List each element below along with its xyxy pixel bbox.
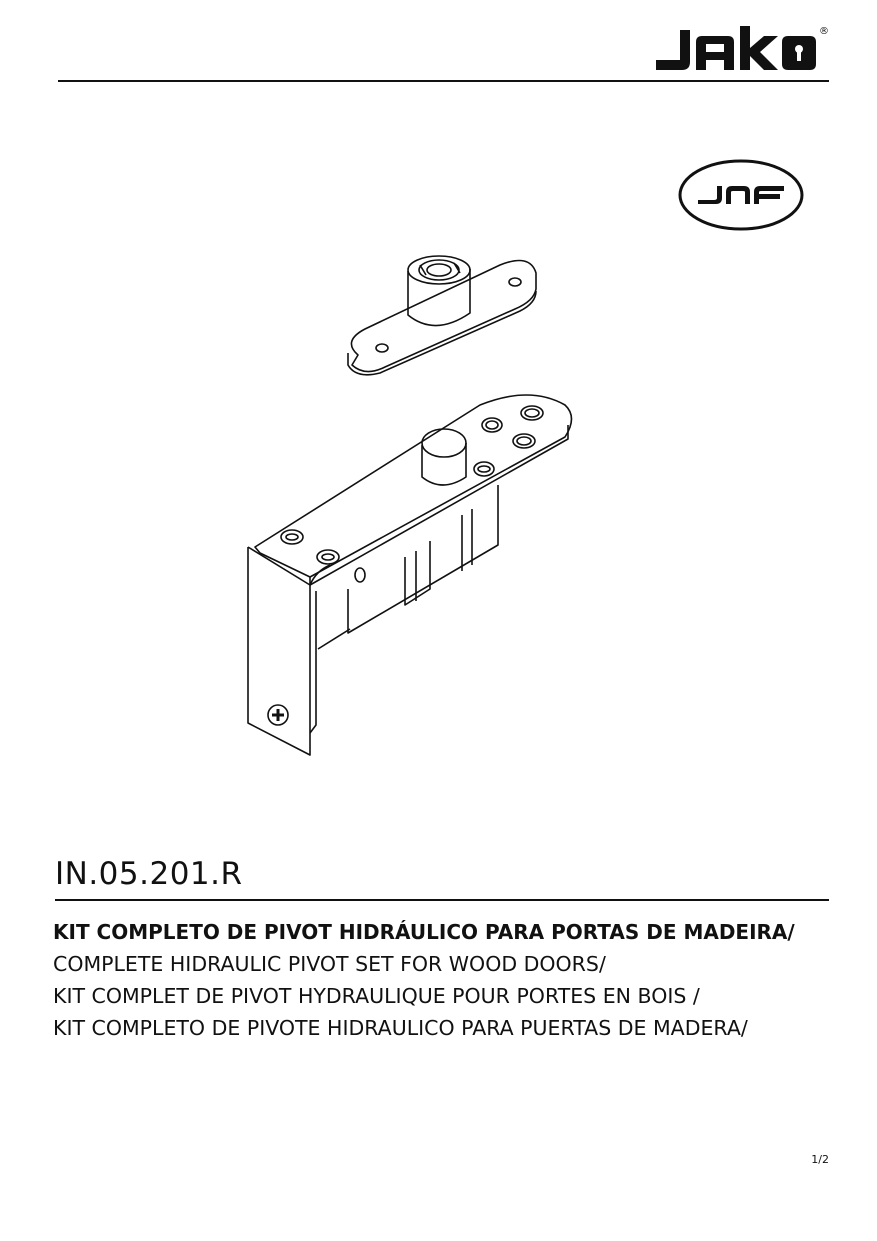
title-es: KIT COMPLETO DE PIVOTE HIDRAULICO PARA PUERTAS DE MADERA/ bbox=[53, 1016, 748, 1040]
top-pivot-plate bbox=[348, 256, 536, 375]
product-code: IN.05.201.R bbox=[55, 856, 243, 892]
product-code-rule bbox=[55, 899, 829, 901]
jako-logo bbox=[652, 22, 832, 76]
bottom-pivot-body bbox=[248, 395, 572, 755]
title-fr: KIT COMPLET DE PIVOT HYDRAULIQUE POUR PORTES EN BOIS / bbox=[53, 984, 700, 1008]
title-pt: KIT COMPLETO DE PIVOT HIDRÁULICO PARA PORTAS DE MADEIRA/ bbox=[53, 920, 795, 944]
product-titles bbox=[53, 916, 843, 1044]
header-rule bbox=[58, 80, 829, 82]
registered-mark: ® bbox=[819, 26, 829, 37]
title-en: COMPLETE HIDRAULIC PIVOT SET FOR WOOD DOORS/ bbox=[53, 952, 606, 976]
page-number: 1/2 bbox=[811, 1153, 829, 1166]
jnf-logo bbox=[676, 158, 806, 232]
pivot-kit-drawing bbox=[230, 245, 590, 765]
